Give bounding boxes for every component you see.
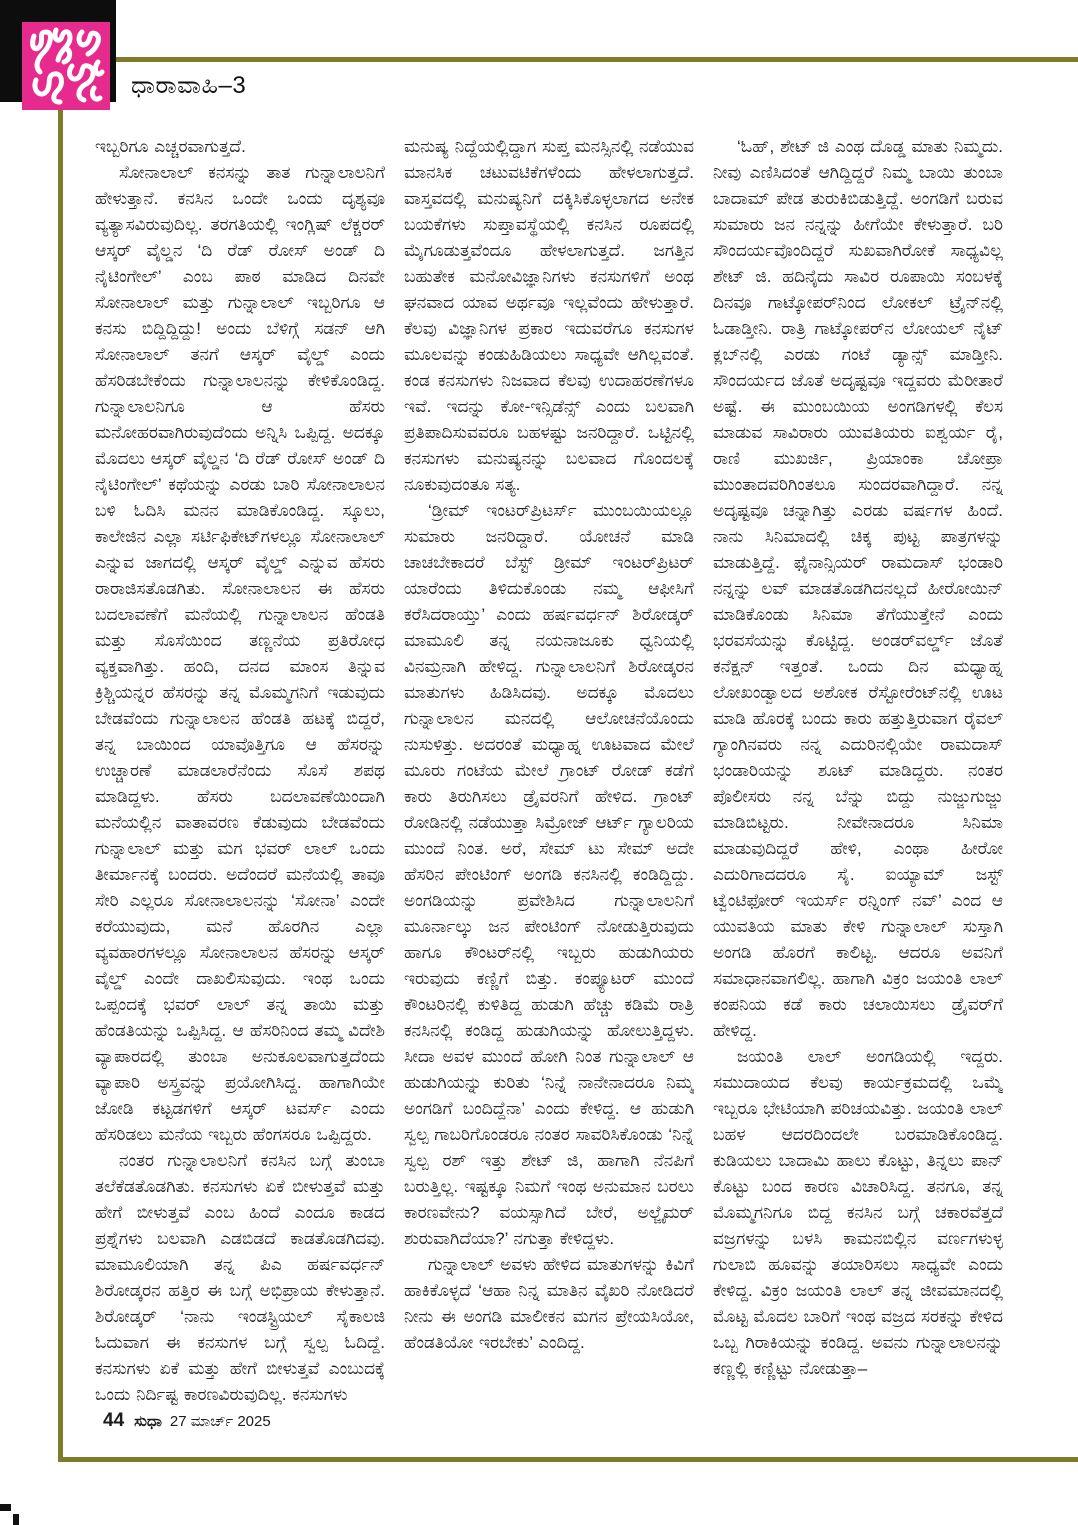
story-paragraph: ‘ಓಹ್, ಶೇಟ್ ಜಿ ಎಂಥ ದೊಡ್ಡ ಮಾತು ನಿಮ್ಮದು. ನೀವು ಎಣಿಸಿದಂತೆ ಆಗಿದ್ದಿದ್ದರೆ ನಿಮ್ಮ ಬಾಯಿ ತುಂಬಾ ಬಾದಾಮ್ ಪೇಡ ತುರುಕಿಬಿಡುತ್ತಿದ್ದೆ. ಅಂಗಡಿಗೆ ಬರುವ ಸುಮಾರು ಜನ ನನ್ನನ್ನು ಹೀಗೆಯೇ ಕೇಳುತ್ತಾರೆ. ಬರಿ ಸೌಂದರ್ಯವೊಂದಿದ್ದರೆ ಸುಖವಾಗಿರೋಕೆ ಸಾಧ್ಯವಿಲ್ಲ ಶೇಟ್ ಜಿ. ಹದಿನೈದು ಸಾವಿರ ರೂಪಾಯಿ ಸಂಬಳಕ್ಕೆ ದಿನವೂ ಗಾಟ್ಕೋಪರ್‌ನಿಂದ ಲೋಕಲ್ ಟ್ರೈನ್‌ನಲ್ಲಿ ಓಡಾಡ್ತೀನಿ. ರಾತ್ರಿ ಗಾಟ್ಕೋಪರ್‌ನ ಲೋಯಲ್ ನೈಟ್ ಕ್ಲಬ್‌ನಲ್ಲಿ ಎರಡು ಗಂಟೆ ಡ್ಯಾನ್ಸ್ ಮಾಡ್ತೀನಿ. ಸೌಂದರ್ಯದ ಜೊತೆ ಅದೃಷ್ಟವೂ ಇದ್ದವರು ಮೆರೀತಾರೆ ಅಷ್ಟೆ. ಈ ಮುಂಬಯಿಯ ಅಂಗಡಿಗಳಲ್ಲಿ ಕೆಲಸ ಮಾಡುವ ಸಾವಿರಾರು ಯುವತಿಯರು ಐಶ್ವರ್ಯ ರೈ, ರಾಣಿ ಮುಖರ್ಜಿ, ಪ್ರಿಯಾಂಕಾ ಚೋಪ್ರಾ ಮುಂತಾದವರಿಗಿಂತಲೂ ಸುಂದರವಾಗಿದ್ದಾರೆ. ನನ್ನ ಅದೃಷ್ಟವೂ ಚನ್ನಾಗಿತ್ತು ಎರಡು ವರ್ಷಗಳ ಹಿಂದೆ. ನಾನು ಸಿನಿಮಾದಲ್ಲಿ ಚಿಕ್ಕ ಪುಟ್ಟ ಪಾತ್ರಗಳನ್ನು ಮಾಡುತ್ತಿದ್ದೆ. ಫೈನಾನ್ಸಿಯರ್ ರಾಮದಾಸ್ ಭಂಡಾರಿ ನನ್ನನ್ನು ಲವ್ ಮಾಡತೊಡಗಿದನಲ್ಲದೆ ಹೀರೋಯಿನ್ ಮಾಡಿಕೊಂಡು ಸಿನಿಮಾ ತೆಗೆಯುತ್ತೇನೆ ಎಂದು ಭರವಸೆಯನ್ನು ಕೊಟ್ಟಿದ್ದ. ಅಂಡರ್‌ವರ್ಲ್ಡ್ ಜೊತೆ ಕನೆಕ್ಷನ್ ಇತ್ತಂತೆ. ಒಂದು ದಿನ ಮಧ್ಯಾಹ್ನ ಲೋಖಂಡ್ವಾಲದ ಅಶೋಕ ರೆಸ್ಟೋರೆಂಟ್‌ನಲ್ಲಿ ಊಟ ಮಾಡಿ ಹೊರಕ್ಕೆ ಬಂದು ಕಾರು ಹತ್ತುತ್ತಿರುವಾಗ ರೈವಲ್ ಗ್ಯಾಂಗಿನವರು ನನ್ನ ಎದುರಿನಲ್ಲಿಯೇ ರಾಮದಾಸ್ ಭಂಡಾರಿಯನ್ನು ಶೂಟ್ ಮಾಡಿದ್ದರು. ನಂತರ ಪೊಲೀಸರು ನನ್ನ ಬೆನ್ನು ಬಿದ್ದು ನುಜ್ಜುಗುಜ್ಜು ಮಾಡಿಬಿಟ್ಟರು. ನೀವೇನಾದರೂ ಸಿನಿಮಾ ಮಾಡುವುದಿದ್ದರೆ ಹೇಳಿ, ಎಂಥಾ ಹೀರೋ ಎದುರಿಗಾದದರೂ ಸೈ. ಐಯ್ಯಾಮ್ ಜಸ್ಟ್ ಟ್ವೆಂಟಿಫೋರ್ ಇಯರ್ಸ್ ರನ್ನಿಂಗ್ ನವ್’ ಎಂದ ಆ ಯುವತಿಯ ಮಾತು ಕೇಳಿ ಗುನ್ನಾಲಾಲ್ ಸುಸ್ತಾಗಿ ಅಂಗಡಿ ಹೊರಗೆ ಕಾಲಿಟ್ಟ. ಆದರೂ ಅವನಿಗೆ ಸಮಾಧಾನವಾಗಲಿಲ್ಲ. ಹಾಗಾಗಿ ವಿಕ್ರಂ ಜಯಂತಿ ಲಾಲ್ ಕಂಪನಿಯ ಕಡೆ ಕಾರು ಚಲಾಯಿಸಲು ಡ್ರೈವರ್‌ಗೆ ಹೇಳಿದ್ದ. [713,137,1003,1040]
sudha-squiggle-logo [22,22,110,110]
text-column-1 [95,134,385,1414]
squiggle-pattern-icon [22,22,110,110]
text-column-3 [713,134,1003,1414]
story-paragraph: ಜಯಂತಿ ಲಾಲ್ ಅಂಗಡಿಯಲ್ಲಿ ಇದ್ದರು. ಸಮುದಾಯದ ಕೆಲವು ಕಾರ್ಯಕ್ರಮದಲ್ಲಿ ಒಮ್ಮೆ ಇಬ್ಬರೂ ಭೇಟಿಯಾಗಿ ಪರಿಚಯವಿತ್ತು. ಜಯಂತಿ ಲಾಲ್ ಬಹಳ ಆದರದಿಂದಲೇ ಬರಮಾಡಿಕೊಂಡಿದ್ದ. ಕುಡಿಯಲು ಬಾದಾಮಿ ಹಾಲು ಕೊಟ್ಟು, ತಿನ್ನಲು ಪಾನ್ ಕೊಟ್ಟು ಬಂದ ಕಾರಣ ವಿಚಾರಿಸಿದ್ದ. ತನಗೂ, ತನ್ನ ಮೊಮ್ಮಗನಿಗೂ ಬಿದ್ದ ಕನಸಿನ ಬಗ್ಗೆ ಚಕಾರವೆತ್ತದೆ ವಜ್ರಗಳನ್ನು ಬಳಸಿ ಕಾಮನಬಿಲ್ಲಿನ ವರ್ಣಗಳುಳ್ಳ ಗುಲಾಬಿ ಹೂವನ್ನು ತಯಾರಿಸಲು ಸಾಧ್ಯವೇ ಎಂದು ಕೇಳಿದ್ದ. ವಿಕ್ರಂ ಜಯಂತಿ ಲಾಲ್ ತನ್ನ ಜೀವಮಾನದಲ್ಲಿ ಮೊಟ್ಟ ಮೊದಲ ಬಾರಿಗೆ ಇಂಥ ವಜ್ರದ ಸರಕನ್ನು ಕೇಳಿದ ಒಬ್ಬ ಗಿರಾಕಿಯನ್ನು ಕಂಡಿದ್ದ. ಅವನು ಗುನ್ನಾಲಾಲನನ್ನು ಕಣ್ಣಲ್ಲಿ ಕಣ್ಣಿಟ್ಟು ನೋಡುತ್ತಾ– [713,1047,1003,1378]
bottom-rule [58,1457,1078,1462]
issue-date: 27 ಮಾರ್ಚ್ 2025 [169,1413,271,1430]
story-paragraph: ನಂತರ ಗುನ್ನಾಲಾಲನಿಗೆ ಕನಸಿನ ಬಗ್ಗೆ ತುಂಬಾ ತಲೆಕೆಡತೊಡಗಿತು. ಕನಸುಗಳು ಏಕೆ ಬೀಳುತ್ತವೆ ಮತ್ತು ಹೇಗೆ ಬೀಳುತ್ತವೆ ಎಂಬ ಹಿಂದೆ ಎಂದೂ ಕಾಡದ ಪ್ರಶ್ನೆಗಳು ಬಲವಾಗಿ ಎಡಬಿಡದೆ ಕಾಡತೊಡಗಿದವು. ಮಾಮೂಲಿಯಾಗಿ ತನ್ನ ಪಿಎ ಹರ್ಷವರ್ಧನ್ ಶಿರೋಡ್ಕರನ ಹತ್ತಿರ ಈ ಬಗ್ಗೆ ಅಭಿಪ್ರಾಯ ಕೇಳುತ್ತಾನೆ. ಶಿರೋಡ್ಕರ್ ‘ನಾನು ಇಂಡಸ್ಟ್ರಿಯಲ್ ಸೈಕಾಲಜಿ ಓದುವಾಗ ಈ ಕನಸುಗಳ ಬಗ್ಗೆ ಸ್ವಲ್ಪ ಓದಿದ್ದೆ. ಕನಸುಗಳು ಏಕೆ ಮತ್ತು ಹೇಗೆ ಬೀಳುತ್ತವೆ ಎಂಬುದಕ್ಕೆ ಒಂದು ನಿರ್ದಿಷ್ಟ ಕಾರಣವಿರುವುದಿಲ್ಲ. ಕನಸುಗಳು [95,1151,385,1404]
story-paragraph: ಸೋನಾಲಾಲ್ ಕನಸನ್ನು ತಾತ ಗುನ್ನಾಲಾಲನಿಗೆ ಹೇಳುತ್ತಾನೆ. ಕನಸಿನ ಒಂದೇ ಒಂದು ದೃಶ್ಯವೂ ವ್ಯತ್ಯಾಸವಿರುವುದಿಲ್ಲ. ತರಗತಿಯಲ್ಲಿ ಇಂಗ್ಲಿಷ್ ಲೆಕ್ಚರರ್ ಆಸ್ಕರ್ ವೈಲ್ಡನ ‘ದಿ ರೆಡ್ ರೋಸ್ ಅಂಡ್ ದಿ ನೈಟಿಂಗೇಲ್’ ಎಂಬ ಪಾಠ ಮಾಡಿದ ದಿನವೇ ಸೋನಾಲಾಲ್ ಮತ್ತು ಗುನ್ನಾಲಾಲ್ ಇಬ್ಬರಿಗೂ ಆ ಕನಸು ಬಿದ್ದಿದ್ದಿದ್ದು! ಅಂದು ಬೆಳಿಗ್ಗೆ ಸಡನ್ ಆಗಿ ಸೋನಾಲಾಲ್ ತನಗೆ ಆಸ್ಕರ್ ವೈಲ್ಡ್ ಎಂದು ಹೆಸರಿಡಬೇಕೆಂದು ಗುನ್ನಾಲಾಲನನ್ನು ಕೇಳಿಕೊಂಡಿದ್ದ. ಗುನ್ನಾಲಾಲನಿಗೂ ಆ ಹೆಸರು ಮನೋಹರವಾಗಿರುವುದೆಂದು ಅನ್ನಿಸಿ ಒಪ್ಪಿದ್ದ. ಅದಕ್ಕೂ ಮೊದಲು ಆಸ್ಕರ್ ವೈಲ್ಡನ ‘ದಿ ರೆಡ್ ರೋಸ್ ಅಂಡ್ ದಿ ನೈಟಿಂಗೇಲ್’ ಕಥೆಯನ್ನು ಎರಡು ಬಾರಿ ಸೋನಾಲಾಲನ ಬಳಿ ಓದಿಸಿ ಮನನ ಮಾಡಿಕೊಂಡಿದ್ದ. ಸ್ಕೂಲು, ಕಾಲೇಜಿನ ಎಲ್ಲಾ ಸರ್ಟಿಫಿಕೇಟ್‌ಗಳಲ್ಲೂ ಸೋನಾಲಾಲ್ ಎನ್ನುವ ಜಾಗದಲ್ಲಿ ಆಸ್ಕರ್ ವೈಲ್ಡ್ ಎನ್ನುವ ಹೆಸರು ರಾರಾಜಿಸತೊಡಗಿತು. ಸೋನಾಲಾಲನ ಈ ಹೆಸರು ಬದಲಾವಣೆಗೆ ಮನೆಯಲ್ಲಿ ಗುನ್ನಾಲಾಲನ ಹೆಂಡತಿ ಮತ್ತು ಸೊಸೆಯಿಂದ ತಣ್ಣನೆಯ ಪ್ರತಿರೋಧ ವ್ಯಕ್ತವಾಗಿತ್ತು. ಹಂದಿ, ದನದ ಮಾಂಸ ತಿನ್ನುವ ಕ್ರಿಶ್ಚಿಯನ್ನರ ಹೆಸರನ್ನು ತನ್ನ ಮೊಮ್ಮಗನಿಗೆ ಇಡುವುದು ಬೇಡವೆಂದು ಗುನ್ನಾಲಾಲನ ಹೆಂಡತಿ ಹಟಕ್ಕೆ ಬಿದ್ದರೆ, ತನ್ನ ಬಾಯಿಂದ ಯಾವೊತ್ತಿಗೂ ಆ ಹೆಸರನ್ನು ಉಚ್ಚಾರಣೆ ಮಾಡಲಾರೆನೆಂದು ಸೊಸೆ ಶಪಥ ಮಾಡಿದ್ದಳು. ಹೆಸರು ಬದಲಾವಣೆಯಿಂದಾಗಿ ಮನೆಯಲ್ಲಿನ ವಾತಾವರಣ ಕೆಡುವುದು ಬೇಡವೆಂದು ಗುನ್ನಾಲಾಲ್ ಮತ್ತು ಮಗ ಭವರ್ ಲಾಲ್ ಒಂದು ತೀರ್ಮಾನಕ್ಕೆ ಬಂದರು. ಅದೆಂದರೆ ಮನೆಯಲ್ಲಿ ತಾವೂ ಸೇರಿ ಎಲ್ಲರೂ ಸೋನಾಲಾಲನನ್ನು ‘ಸೋನಾ’ ಎಂದೇ ಕರೆಯುವುದು, ಮನೆ ಹೊರಗಿನ ಎಲ್ಲಾ ವ್ಯವಹಾರಗಳಲ್ಲೂ ಸೋನಾಲಾಲನ ಹೆಸರನ್ನು ಆಸ್ಕರ್ ವೈಲ್ಡ್ ಎಂದೇ ದಾಖಲಿಸುವುದು. ಇಂಥ ಒಂದು ಒಪ್ಪಂದಕ್ಕೆ ಭವರ್ ಲಾಲ್ ತನ್ನ ತಾಯಿ ಮತ್ತು ಹೆಂಡತಿಯನ್ನು ಒಪ್ಪಿಸಿದ್ದ. ಆ ಹೆಸರಿನಿಂದ ತಮ್ಮ ವಿದೇಶಿ ವ್ಯಾಪಾರದಲ್ಲಿ ತುಂಬಾ ಅನುಕೂಲವಾಗುತ್ತದೆಂದು ವ್ಯಾಪಾರಿ ಅಸ್ತ್ರವನ್ನು ಪ್ರಯೋಗಿಸಿದ್ದ. ಹಾಗಾಗಿಯೇ ಜೋಡಿ ಕಟ್ಟಡಗಳಿಗೆ ಆಸ್ಕರ್ ಟವರ್ಸ್ ಎಂದು ಹೆಸರಿಡಲು ಮನೆಯ ಇಬ್ಬರು ಹೆಂಗಸರೂ ಒಪ್ಪಿದ್ದರು. [95,163,385,1144]
crop-mark-vertical [13,1514,19,1525]
story-paragraph: ಗುನ್ನಾಲಾಲ್ ಅವಳು ಹೇಳಿದ ಮಾತುಗಳನ್ನು ಕಿವಿಗೆ ಹಾಕಿಕೊಳ್ಳದೆ ‘ಆಹಾ ನಿನ್ನ ಮಾತಿನ ವೈಖರಿ ನೋಡಿದರೆ ನೀನು ಈ ಅಂಗಡಿ ಮಾಲೀಕನ ಮಗನ ಪ್ರೇಯಸಿಯೋ, ಹೆಂಡತಿಯೋ ಇರಬೇಕು’ ಎಂದಿದ್ದ. [404,1255,694,1352]
left-rule [58,110,63,1462]
magazine-name: ಸುಧಾ [134,1413,162,1430]
story-paragraph: ಇಬ್ಬರಿಗೂ ಎಚ್ಚರವಾಗುತ್ತದೆ. [95,137,246,156]
crop-mark-horizontal [0,1504,11,1511]
top-rule [116,57,1078,62]
story-paragraph: ಮನುಷ್ಯ ನಿದ್ದೆಯಲ್ಲಿದ್ದಾಗ ಸುಪ್ತ ಮನಸ್ಸಿನಲ್ಲಿ ನಡೆಯುವ ಮಾನಸಿಕ ಚಟುವಟಿಕೆಗಳೆಂದು ಹೇಳಲಾಗುತ್ತದೆ. ವಾಸ್ತವದಲ್ಲಿ ಮನುಷ್ಯನಿಗೆ ದಕ್ಕಿಸಿಕೊಳ್ಳಲಾಗದ ಅನೇಕ ಬಯಕೆಗಳು ಸುಪ್ತಾವಸ್ಥೆಯಲ್ಲಿ ಕನಸಿನ ರೂಪದಲ್ಲಿ ಮೈಗೂಡುತ್ತವೆಂದೂ ಹೇಳಲಾಗುತ್ತದೆ. ಜಗತ್ತಿನ ಬಹುತೇಕ ಮನೋವಿಜ್ಞಾನಿಗಳು ಕನಸುಗಳಿಗೆ ಅಂಥ ಘನವಾದ ಯಾವ ಅರ್ಥವೂ ಇಲ್ಲವೆಂದು ಹೇಳುತ್ತಾರೆ. ಕೆಲವು ವಿಜ್ಞಾನಿಗಳ ಪ್ರಕಾರ ಇದುವರೆಗೂ ಕನಸುಗಳ ಮೂಲವನ್ನು ಕಂಡುಹಿಡಿಯಲು ಸಾಧ್ಯವೇ ಆಗಿಲ್ಲವಂತೆ. ಕಂಡ ಕನಸುಗಳು ನಿಜವಾದ ಕೆಲವು ಉದಾಹರಣೆಗಳೂ ಇವೆ. ಇದನ್ನು ಕೋ-ಇನ್ಸಿಡೆನ್ಸ್ ಎಂದು ಬಲವಾಗಿ ಪ್ರತಿಪಾದಿಸುವವರೂ ಬಹಳಷ್ಟು ಜನರಿದ್ದಾರೆ. ಒಟ್ಟಿನಲ್ಲಿ ಕನಸುಗಳು ಮನುಷ್ಯನನ್ನು ಬಲವಾದ ಗೊಂದಲಕ್ಕೆ ನೂಕುವುದಂತೂ ಸತ್ಯ. [404,137,694,494]
section-title: ಧಾರಾವಾಹಿ–3 [131,72,247,99]
story-paragraph: ‘ಡ್ರೀಮ್ ಇಂಟರ್‌ಪ್ರಿಟರ್ಸ್ ಮುಂಬಯಿಯಲ್ಲೂ ಸುಮಾರು ಜನರಿದ್ದಾರೆ. ಯೋಚನೆ ಮಾಡಿ ಚಾಚಬೇಕಾದರೆ ಬೆಸ್ಟ್ ಡ್ರೀಮ್ ಇಂಟರ್‌ಪ್ರಿಟರ್ ಯಾರೆಂದು ತಿಳಿದುಕೊಂಡು ನಮ್ಮ ಆಫೀಸಿಗೆ ಕರೆಸಿದರಾಯ್ತು’ ಎಂದು ಹರ್ಷವರ್ಧನ್ ಶಿರೋಡ್ಕರ್ ಮಾಮೂಲಿ ತನ್ನ ನಯನಾಜೂಕು ಧ್ವನಿಯಲ್ಲಿ ವಿನಮ್ರನಾಗಿ ಹೇಳಿದ್ದ. ಗುನ್ನಾಲಾಲನಿಗೆ ಶಿರೋಡ್ಕರನ ಮಾತುಗಳು ಹಿಡಿಸಿದವು. ಅದಕ್ಕೂ ಮೊದಲು ಗುನ್ನಾಲಾಲನ ಮನದಲ್ಲಿ ಆಲೋಚನೆಯೊಂದು ನುಸುಳಿತ್ತು. ಅದರಂತೆ ಮಧ್ಯಾಹ್ನ ಊಟವಾದ ಮೇಲೆ ಮೂರು ಗಂಟೆಯ ಮೇಲೆ ಗ್ರಾಂಟ್ ರೋಡ್ ಕಡೆಗೆ ಕಾರು ತಿರುಗಿಸಲು ಡ್ರೈವರನಿಗೆ ಹೇಳಿದ. ಗ್ರಾಂಟ್ ರೋಡಿನಲ್ಲಿ ನಡೆಯುತ್ತಾ ಸಿಮ್ರೋಜ್ ಆರ್ಟ್ ಗ್ಯಾಲರಿಯ ಮುಂದೆ ನಿಂತ. ಅರೆ, ಸೇಮ್ ಟು ಸೇಮ್ ಅದೇ ಹೆಸರಿನ ಪೇಂಟಿಂಗ್ ಅಂಗಡಿ ಕನಸಿನಲ್ಲಿ ಕಂಡಿದ್ದಿದ್ದು. ಅಂಗಡಿಯನ್ನು ಪ್ರವೇಶಿಸಿದ ಗುನ್ನಾಲಾಲನಿಗೆ ಮೂರ್ನಾಲ್ಕು ಜನ ಪೇಂಟಿಂಗ್ ನೋಡುತ್ತಿರುವುದು ಹಾಗೂ ಕೌಂಟರ್‌ನಲ್ಲಿ ಇಬ್ಬರು ಹುಡುಗಿಯರು ಇರುವುದು ಕಣ್ಣಿಗೆ ಬಿತ್ತು. ಕಂಪ್ಯೂಟರ್ ಮುಂದೆ ಕೌಂಟರಿನಲ್ಲಿ ಕುಳಿತಿದ್ದ ಹುಡುಗಿ ಹೆಚ್ಚು ಕಡಿಮೆ ರಾತ್ರಿ ಕನಸಿನಲ್ಲಿ ಕಂಡಿದ್ದ ಹುಡುಗಿಯನ್ನು ಹೋಲುತ್ತಿದ್ದಳು. ಸೀದಾ ಅವಳ ಮುಂದೆ ಹೋಗಿ ನಿಂತ ಗುನ್ನಾಲಾಲ್ ಆ ಹುಡುಗಿಯನ್ನು ಕುರಿತು ‘ನಿನ್ನೆ ನಾನೇನಾದರೂ ನಿಮ್ಮ ಅಂಗಡಿಗೆ ಬಂದಿದ್ದೆನಾ’ ಎಂದು ಕೇಳಿದ್ದ. ಆ ಹುಡುಗಿ ಸ್ವಲ್ಪ ಗಾಬರಿಗೊಂಡರೂ ನಂತರ ಸಾವರಿಸಿಕೊಂಡು ‘ನಿನ್ನೆ ಸ್ವಲ್ಪ ರಶ್ ಇತ್ತು ಶೇಟ್ ಜಿ, ಹಾಗಾಗಿ ನೆನಪಿಗೆ ಬರುತ್ತಿಲ್ಲ. ಇಷ್ಟಕ್ಕೂ ನಿಮಗೆ ಇಂಥ ಅನುಮಾನ ಬರಲು ಕಾರಣವೇನು? ವಯಸ್ಸಾಗಿದೆ ಬೇರೆ, ಅಲ್ಜೈಮರ್ ಶುರುವಾಗಿದೆಯಾ?’ ನಗುತ್ತಾ ಕೇಳಿದ್ದಳು. [404,501,694,1248]
page-number: 44 [103,1410,125,1431]
text-column-2 [404,134,694,1414]
page-footer [103,1410,271,1432]
